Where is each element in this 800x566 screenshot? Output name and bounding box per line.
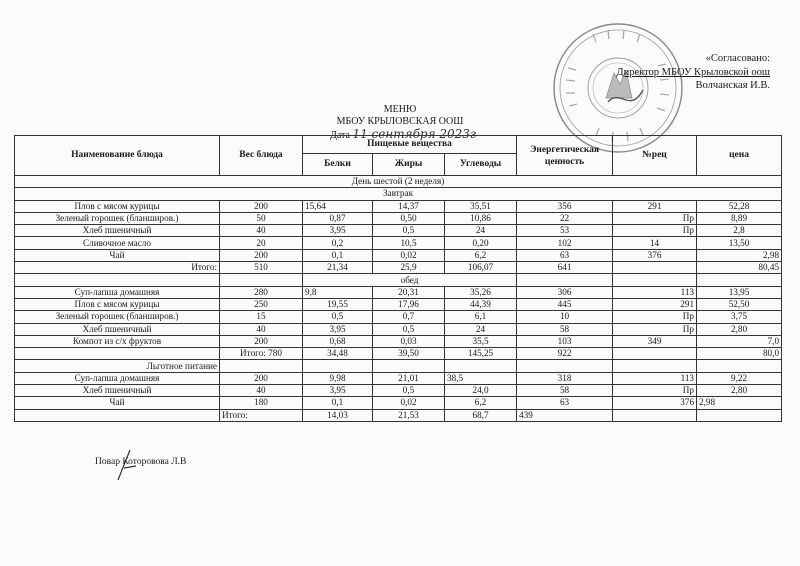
dish-fat: 21,01 bbox=[373, 372, 445, 384]
dish-protein: 0,2 bbox=[303, 237, 373, 249]
dish-weight: 180 bbox=[220, 397, 303, 409]
dish-name: Хлеб пшеничный bbox=[15, 225, 220, 237]
dish-energy: 306 bbox=[517, 286, 613, 298]
col-protein: Белки bbox=[303, 154, 373, 176]
dish-energy: 58 bbox=[517, 323, 613, 335]
col-recipe: №рец bbox=[613, 136, 697, 176]
total-protein: 21,34 bbox=[303, 262, 373, 274]
dish-recipe: 349 bbox=[613, 335, 697, 347]
dish-weight: 40 bbox=[220, 225, 303, 237]
dish-energy: 63 bbox=[517, 249, 613, 261]
total-price: 80,0 bbox=[697, 348, 782, 360]
empty-cell bbox=[15, 409, 220, 421]
col-price: цена bbox=[697, 136, 782, 176]
approval-position: Директор МБОУ Крыловской оош bbox=[616, 66, 770, 78]
dish-recipe: Пр bbox=[613, 323, 697, 335]
dish-protein: 0,5 bbox=[303, 311, 373, 323]
dish-carbs: 35,5 bbox=[445, 335, 517, 347]
breakfast-section-row bbox=[15, 188, 782, 200]
table-row bbox=[15, 311, 782, 323]
dish-name: Плов с мясом курицы bbox=[15, 298, 220, 310]
day-label: День шестой (2 неделя) bbox=[15, 176, 782, 188]
col-nutrients: Пищевые вещества bbox=[303, 136, 517, 154]
total-energy: 922 bbox=[517, 348, 613, 360]
dish-weight: 50 bbox=[220, 212, 303, 224]
dish-carbs: 35,51 bbox=[445, 200, 517, 212]
lunch-section-row bbox=[15, 274, 782, 286]
table-row bbox=[15, 249, 782, 261]
dish-weight: 250 bbox=[220, 298, 303, 310]
dish-price: 13,50 bbox=[697, 237, 782, 249]
empty-cell bbox=[373, 360, 445, 372]
dish-protein: 9,8 bbox=[303, 286, 373, 298]
table-row bbox=[15, 335, 782, 347]
dish-price: 52,50 bbox=[697, 298, 782, 310]
dish-weight: 200 bbox=[220, 335, 303, 347]
table-row bbox=[15, 237, 782, 249]
date-value: 11 сентября 2023г bbox=[352, 127, 476, 141]
dish-fat: 0,5 bbox=[373, 323, 445, 335]
dish-name: Зеленый горошек (бланширов.) bbox=[15, 212, 220, 224]
dish-recipe: Пр bbox=[613, 212, 697, 224]
total-energy: 641 bbox=[517, 262, 613, 274]
dish-energy: 63 bbox=[517, 397, 613, 409]
total-carbs: 68,7 bbox=[445, 409, 517, 421]
lunch-label: обед bbox=[303, 274, 517, 286]
dish-carbs: 24 bbox=[445, 323, 517, 335]
benefit-section-row bbox=[15, 360, 782, 372]
empty-cell bbox=[220, 274, 303, 286]
dish-name: Плов с мясом курицы bbox=[15, 200, 220, 212]
dish-carbs: 10,86 bbox=[445, 212, 517, 224]
dish-energy: 53 bbox=[517, 225, 613, 237]
dish-price: 2,8 bbox=[697, 225, 782, 237]
table-row bbox=[15, 212, 782, 224]
dish-fat: 0,5 bbox=[373, 225, 445, 237]
dish-recipe: 376 bbox=[613, 397, 697, 409]
dish-fat: 0,02 bbox=[373, 249, 445, 261]
total-recipe-empty bbox=[613, 262, 697, 274]
dish-carbs: 24 bbox=[445, 225, 517, 237]
dish-protein: 19,55 bbox=[303, 298, 373, 310]
empty-cell bbox=[445, 360, 517, 372]
total-fat: 25,9 bbox=[373, 262, 445, 274]
empty-cell bbox=[613, 409, 697, 421]
dish-weight: 200 bbox=[220, 249, 303, 261]
dish-weight: 280 bbox=[220, 286, 303, 298]
total-fat: 39,50 bbox=[373, 348, 445, 360]
col-fat: Жиры bbox=[373, 154, 445, 176]
dish-protein: 3,95 bbox=[303, 225, 373, 237]
total-row bbox=[15, 348, 782, 360]
total-label: Итого: bbox=[220, 409, 303, 421]
dish-carbs: 6,2 bbox=[445, 249, 517, 261]
dish-energy: 102 bbox=[517, 237, 613, 249]
dish-price: 13,95 bbox=[697, 286, 782, 298]
dish-recipe: 376 bbox=[613, 249, 697, 261]
dish-price: 2,98 bbox=[697, 249, 782, 261]
menu-header bbox=[300, 104, 500, 127]
dish-price: 9,22 bbox=[697, 372, 782, 384]
table-row bbox=[15, 298, 782, 310]
dish-fat: 10,5 bbox=[373, 237, 445, 249]
empty-cell bbox=[697, 360, 782, 372]
empty-cell bbox=[517, 360, 613, 372]
total-carbs: 145,25 bbox=[445, 348, 517, 360]
table-row bbox=[15, 385, 782, 397]
total-label: Итого: 780 bbox=[220, 348, 303, 360]
menu-table bbox=[14, 135, 782, 422]
dish-weight: 200 bbox=[220, 372, 303, 384]
dish-recipe: Пр bbox=[613, 311, 697, 323]
total-protein: 34,48 bbox=[303, 348, 373, 360]
empty-cell bbox=[15, 348, 220, 360]
total-row bbox=[15, 409, 782, 421]
dish-energy: 10 bbox=[517, 311, 613, 323]
total-energy: 439 bbox=[517, 409, 613, 421]
total-price: 80,45 bbox=[697, 262, 782, 274]
empty-cell bbox=[613, 274, 697, 286]
dish-recipe: 14 bbox=[613, 237, 697, 249]
dish-energy: 356 bbox=[517, 200, 613, 212]
dish-carbs: 6,1 bbox=[445, 311, 517, 323]
dish-protein: 0,1 bbox=[303, 397, 373, 409]
total-fat: 21,53 bbox=[373, 409, 445, 421]
dish-price: 3,75 bbox=[697, 311, 782, 323]
total-weight: 510 bbox=[220, 262, 303, 274]
table-row bbox=[15, 225, 782, 237]
total-protein: 14,03 bbox=[303, 409, 373, 421]
dish-name: Компот из с/х фруктов bbox=[15, 335, 220, 347]
dish-name: Хлеб пшеничный bbox=[15, 385, 220, 397]
empty-cell bbox=[220, 360, 303, 372]
school-name: МБОУ КРЫЛОВСКАЯ ООШ bbox=[336, 115, 464, 127]
empty-cell bbox=[613, 348, 697, 360]
dish-protein: 0,68 bbox=[303, 335, 373, 347]
dish-energy: 318 bbox=[517, 372, 613, 384]
dish-name: Сливочное масло bbox=[15, 237, 220, 249]
table-row bbox=[15, 200, 782, 212]
dish-protein: 0,1 bbox=[303, 249, 373, 261]
dish-carbs: 35,26 bbox=[445, 286, 517, 298]
table-header-row bbox=[15, 136, 782, 154]
dish-weight: 200 bbox=[220, 200, 303, 212]
empty-cell bbox=[517, 274, 613, 286]
dish-fat: 0,5 bbox=[373, 385, 445, 397]
col-name: Наименование блюда bbox=[15, 136, 220, 176]
total-label: Итого: bbox=[15, 262, 220, 274]
dish-fat: 0,7 bbox=[373, 311, 445, 323]
dish-carbs: 24,0 bbox=[445, 385, 517, 397]
table-row bbox=[15, 397, 782, 409]
menu-title: МЕНЮ bbox=[383, 104, 417, 115]
empty-cell bbox=[697, 409, 782, 421]
dish-protein: 3,95 bbox=[303, 385, 373, 397]
cook-footer: Повар Которовова Л.В bbox=[95, 457, 187, 467]
col-weight: Вес блюда bbox=[220, 136, 303, 176]
dish-recipe: Пр bbox=[613, 225, 697, 237]
dish-protein: 9,98 bbox=[303, 372, 373, 384]
empty-cell bbox=[15, 274, 220, 286]
dish-weight: 40 bbox=[220, 323, 303, 335]
empty-cell bbox=[697, 274, 782, 286]
dish-weight: 40 bbox=[220, 385, 303, 397]
total-row bbox=[15, 262, 782, 274]
dish-carbs: 0,20 bbox=[445, 237, 517, 249]
dish-fat: 0,02 bbox=[373, 397, 445, 409]
dish-price: 2,98 bbox=[697, 397, 782, 409]
col-carbs: Углеводы bbox=[445, 154, 517, 176]
dish-fat: 14,37 bbox=[373, 200, 445, 212]
table-row bbox=[15, 372, 782, 384]
day-row bbox=[15, 176, 782, 188]
dish-recipe: 113 bbox=[613, 372, 697, 384]
empty-cell bbox=[303, 360, 373, 372]
dish-protein: 15,64 bbox=[303, 200, 373, 212]
dish-name: Хлеб пшеничный bbox=[15, 323, 220, 335]
dish-fat: 0,50 bbox=[373, 212, 445, 224]
dish-weight: 15 bbox=[220, 311, 303, 323]
dish-carbs: 44,39 bbox=[445, 298, 517, 310]
breakfast-label: Завтрак bbox=[15, 188, 782, 200]
col-energy: Энергетическая ценность bbox=[517, 136, 613, 176]
dish-energy: 445 bbox=[517, 298, 613, 310]
date-label: Дата bbox=[330, 130, 350, 141]
dish-recipe: Пр bbox=[613, 385, 697, 397]
dish-price: 2,80 bbox=[697, 323, 782, 335]
dish-recipe: 291 bbox=[613, 200, 697, 212]
approval-block bbox=[560, 52, 770, 93]
dish-energy: 22 bbox=[517, 212, 613, 224]
dish-name: Суп-лапша домашняя bbox=[15, 372, 220, 384]
dish-price: 2,80 bbox=[697, 385, 782, 397]
dish-carbs: 6,2 bbox=[445, 397, 517, 409]
dish-fat: 17,96 bbox=[373, 298, 445, 310]
dish-protein: 0,87 bbox=[303, 212, 373, 224]
dish-fat: 20,31 bbox=[373, 286, 445, 298]
table-row bbox=[15, 323, 782, 335]
dish-recipe: 291 bbox=[613, 298, 697, 310]
approval-title: «Согласовано: bbox=[705, 53, 770, 64]
dish-name: Чай bbox=[15, 397, 220, 409]
dish-price: 8,89 bbox=[697, 212, 782, 224]
dish-fat: 0,03 bbox=[373, 335, 445, 347]
dish-price: 7,0 bbox=[697, 335, 782, 347]
empty-cell bbox=[613, 360, 697, 372]
dish-protein: 3,95 bbox=[303, 323, 373, 335]
dish-recipe: 113 bbox=[613, 286, 697, 298]
table-row bbox=[15, 286, 782, 298]
dish-energy: 103 bbox=[517, 335, 613, 347]
benefit-label: Льготное питание bbox=[15, 360, 220, 372]
dish-price: 52,28 bbox=[697, 200, 782, 212]
dish-name: Зеленый горошек (бланширов.) bbox=[15, 311, 220, 323]
dish-energy: 58 bbox=[517, 385, 613, 397]
dish-name: Суп-лапша домашняя bbox=[15, 286, 220, 298]
dish-name: Чай bbox=[15, 249, 220, 261]
dish-carbs: 38,5 bbox=[445, 372, 517, 384]
dish-weight: 20 bbox=[220, 237, 303, 249]
total-carbs: 106,07 bbox=[445, 262, 517, 274]
approval-signatory: Волчанская И.В. bbox=[695, 80, 770, 91]
